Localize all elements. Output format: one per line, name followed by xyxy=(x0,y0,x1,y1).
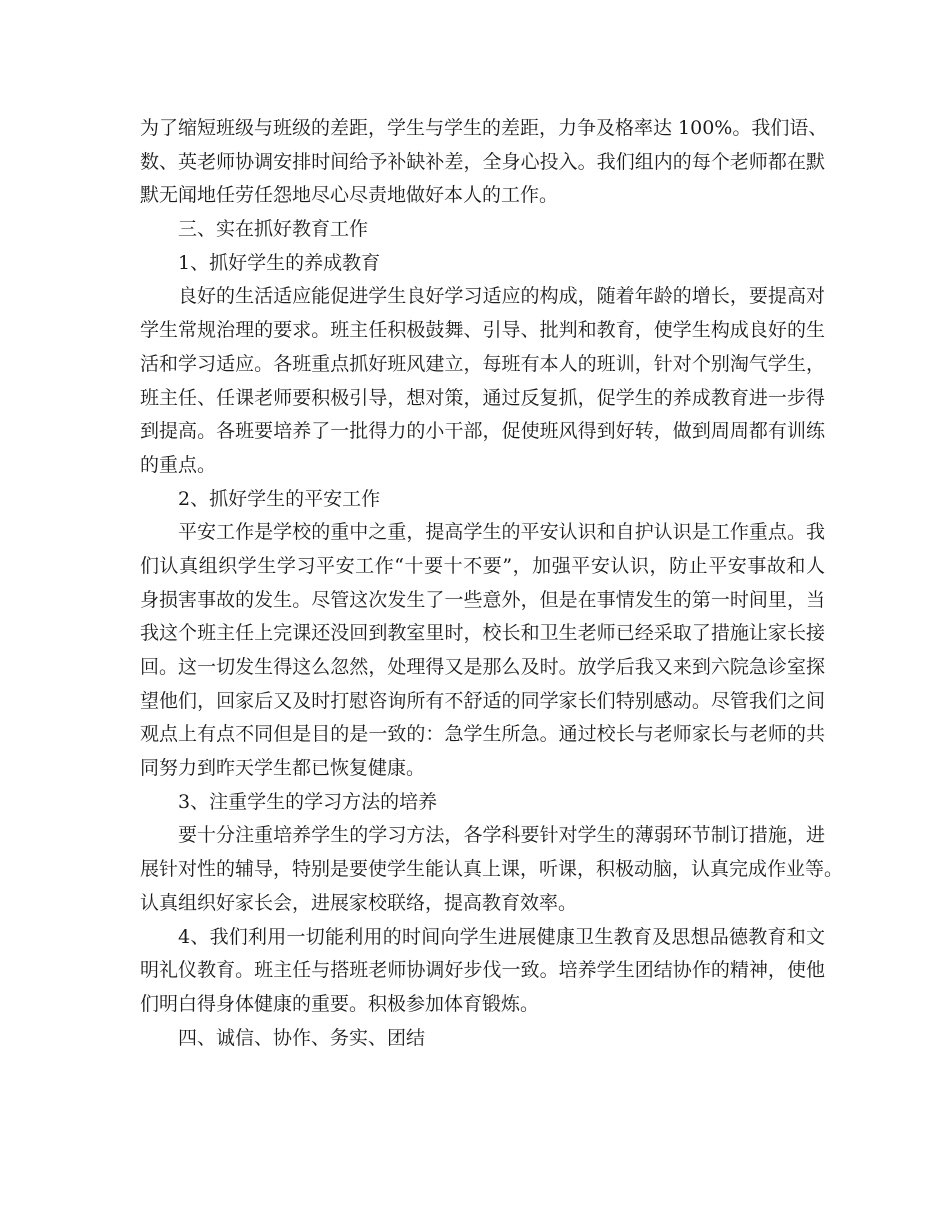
text-line: 学生常规治理的要求。班主任积极鼓舞、引导、批判和教育，使学生构成良好的生 xyxy=(140,319,825,342)
text-line: 到提高。各班要培养了一批得力的小干部，促使班风得到好转，做到周周都有训练 xyxy=(140,420,825,443)
text-line: 默无闻地任劳任怨地尽心尽责地做好本人的工作。 xyxy=(140,184,559,207)
subsection-heading: 2、抓好学生的平安工作 xyxy=(178,487,381,510)
text-line: 为了缩短班级与班级的差距，学生与学生的差距，力争及格率达 100%。我们语、 xyxy=(140,117,828,139)
text-line: 活和学习适应。各班重点抓好班风建立，每班有本人的班训，针对个别淘气学生， xyxy=(140,352,825,375)
text-line: 同努力到昨天学生都已恢复健康。 xyxy=(140,757,426,780)
section-heading: 三、实在抓好教育工作 xyxy=(178,218,369,241)
subsection-heading: 3、注重学生的学习方法的培养 xyxy=(178,790,438,813)
text-line: 们认真组织学生学习平安工作“十要十不要”，加强平安认识，防止平安事故和人 xyxy=(140,554,825,577)
subsection-heading: 1、抓好学生的养成教育 xyxy=(178,251,381,274)
text-line: 要十分注重培养学生的学习方法，各学科要针对学生的薄弱环节制订措施，进 xyxy=(178,824,825,847)
text-line: 回。这一切发生得这么忽然，处理得又是那么及时。放学后我又来到六院急诊室探 xyxy=(140,656,825,678)
text-line: 明礼仪教育。班主任与搭班老师协调好步伐一致。培养学生团结协作的精神，使他 xyxy=(140,959,825,982)
section-heading: 四、诚信、协作、务实、团结 xyxy=(178,1026,426,1049)
text-line: 们明白得身体健康的重要。积极参加体育锻炼。 xyxy=(140,992,540,1015)
text-line: 数、英老师协调安排时间给予补缺补差，全身心投入。我们组内的每个老师都在默 xyxy=(140,150,825,173)
text-line: 的重点。 xyxy=(140,453,217,476)
text-line: 4、我们利用一切能利用的时间向学生进展健康卫生教育及思想品德教育和文 xyxy=(178,925,825,948)
body-text xyxy=(140,112,844,1055)
text-line: 望他们，回家后又及时打慰咨询所有不舒适的同学家长们特别感动。尽管我们之间 xyxy=(140,689,825,712)
text-line: 观点上有点不同但是目的是一致的：急学生所急。通过校长与老师家长与老师的共 xyxy=(140,723,825,746)
text-line: 良好的生活适应能促进学生良好学习适应的构成，随着年龄的增长，要提高对 xyxy=(178,285,825,308)
text-line: 展针对性的辅导，特别是要使学生能认真上课，听课，积极动脑，认真完成作业等。 xyxy=(140,858,844,881)
text-line: 班主任、任课老师要积极引导，想对策，通过反复抓，促学生的养成教育进一步得 xyxy=(140,386,825,409)
text-line: 身损害事故的发生。尽管这次发生了一些意外，但是在事情发生的第一时间里，当 xyxy=(140,588,825,611)
text-line: 我这个班主任上完课还没回到教室里时，校长和卫生老师已经采取了措施让家长接 xyxy=(140,622,825,645)
text-line: 平安工作是学校的重中之重，提高学生的平安认识和自护认识是工作重点。我 xyxy=(178,521,825,544)
text-line: 认真组织好家长会，进展家校联络，提高教育效率。 xyxy=(140,891,578,914)
